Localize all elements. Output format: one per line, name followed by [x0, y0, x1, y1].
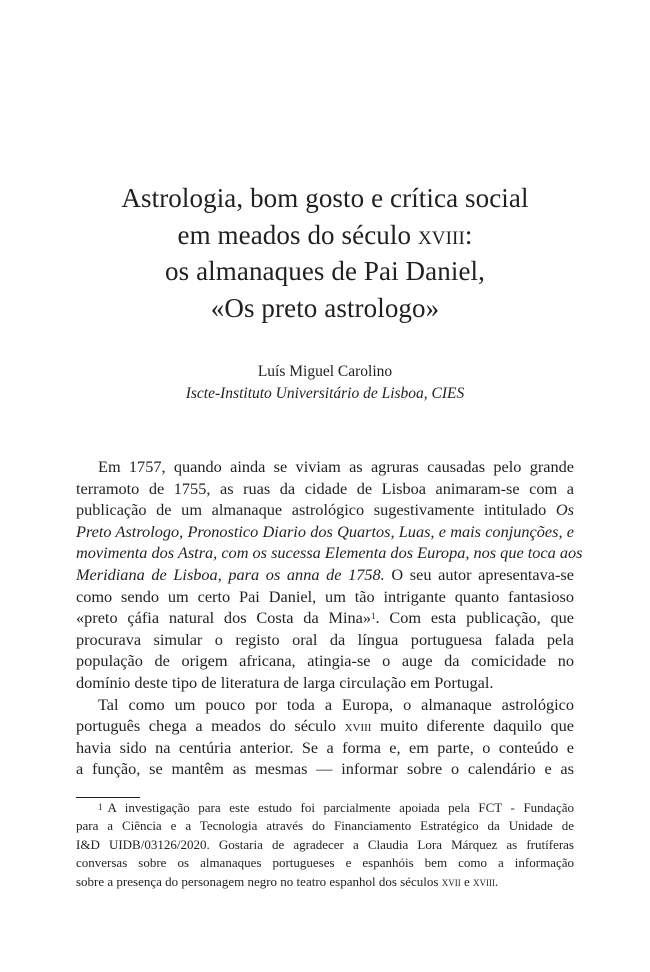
footnote-text-run: e [460, 873, 473, 889]
title-century: xviii [417, 219, 465, 250]
body-line [76, 499, 574, 521]
title-line-3: os almanaques de Pai Daniel, [165, 256, 485, 286]
footnote-line: I&D UIDB/03126/2020. Gostaria de agradecer a Claudia Lora Márquez as frutíferas [76, 836, 574, 852]
body-line [76, 564, 574, 586]
footnote-line: para a Ciência e a Tecnologia através do Financiamento Estratégico da Unidade de [76, 818, 574, 834]
body-text-run: «preto çáfia natural dos Costa da Mina» [76, 608, 372, 628]
body-text [76, 456, 583, 780]
body-line: havia sido na centúria anterior. Se a forma e, em parte, o conteúdo e [76, 737, 574, 757]
footnote-mark: 1 [98, 802, 103, 812]
footnote-text-run: A investigação para este estudo foi parcialmente apoiada pela FCT - Fundação [107, 800, 574, 815]
body-text-run: O seu autor apresentava-se [384, 564, 574, 584]
body-line: Preto Astrologo, Pronostico Diario dos Quartos, Luas, e mais conjunções, e [76, 521, 574, 541]
body-line: a função, se mantêm as mesmas — informar sobre o calendário e as [76, 759, 574, 779]
body-line [76, 715, 574, 737]
body-line: Tal como um pouco por toda a Europa, o almanaque astrológico [98, 694, 574, 714]
body-line: procurava simular o registo oral da língua portuguesa falada pela [76, 629, 574, 649]
footnote-line: conversas sobre os almanaques portugueses e espanhóis bem como a informação [76, 855, 574, 871]
body-line [76, 607, 574, 629]
body-line: Em 1757, quando ainda se viviam as agruras causadas pelo grande [98, 457, 574, 476]
author-name: Luís Miguel Carolino [257, 363, 393, 380]
footnote-line [76, 799, 574, 817]
body-text-run: publicação de um almanaque astrológico sugestivamente intitulado [76, 500, 556, 520]
body-line: como sendo um certo Pai Daniel, um tão intrigante quanto fantasioso [76, 586, 574, 606]
article-title [76, 180, 574, 326]
work-title-italic: Meridiana de Lisboa, para os anna de 1758. [76, 564, 385, 584]
document-page [76, 0, 583, 972]
century-numeral: xviii [472, 873, 495, 889]
body-text-run: . Com esta publicação, que [375, 608, 574, 628]
title-line-2 [76, 217, 574, 254]
footnote-reference[interactable]: 1 [371, 611, 376, 622]
century-numeral: xviii [344, 716, 372, 736]
body-line: domínio deste tipo de literatura de larga circulação em Portugal. [76, 672, 494, 692]
title-line-2-suffix: : [464, 219, 473, 250]
footnote-separator [76, 797, 140, 798]
footnote-text-run: sobre a presença do personagem negro no teatro espanhol dos séculos [76, 873, 442, 889]
body-line: terramoto de 1755, as ruas da cidade de Lisboa animaram-se com a [76, 478, 574, 498]
author-affiliation: Iscte-Instituto Universitário de Lisboa, CIES [185, 385, 465, 402]
century-numeral: xvii [441, 873, 461, 889]
body-line: população de origem africana, atingia-se o auge da comicidade no [76, 651, 574, 671]
work-title-italic: Os [555, 500, 574, 520]
body-line: movimenta dos Astra, com os sucessa Elementa dos Europa, nos que toca aos [76, 543, 583, 563]
footnote [76, 799, 574, 891]
title-line-2-prefix: em meados do século [177, 219, 418, 250]
footnote-text-run: . [494, 873, 499, 889]
title-line-4: «Os preto astrologo» [210, 292, 440, 323]
footnote-line [76, 873, 574, 891]
body-text-run: português chega a meados do século [76, 716, 345, 736]
body-text-run: muito diferente daquilo que [371, 716, 575, 736]
title-line-1: Astrologia, bom gosto e crítica social [121, 183, 529, 213]
